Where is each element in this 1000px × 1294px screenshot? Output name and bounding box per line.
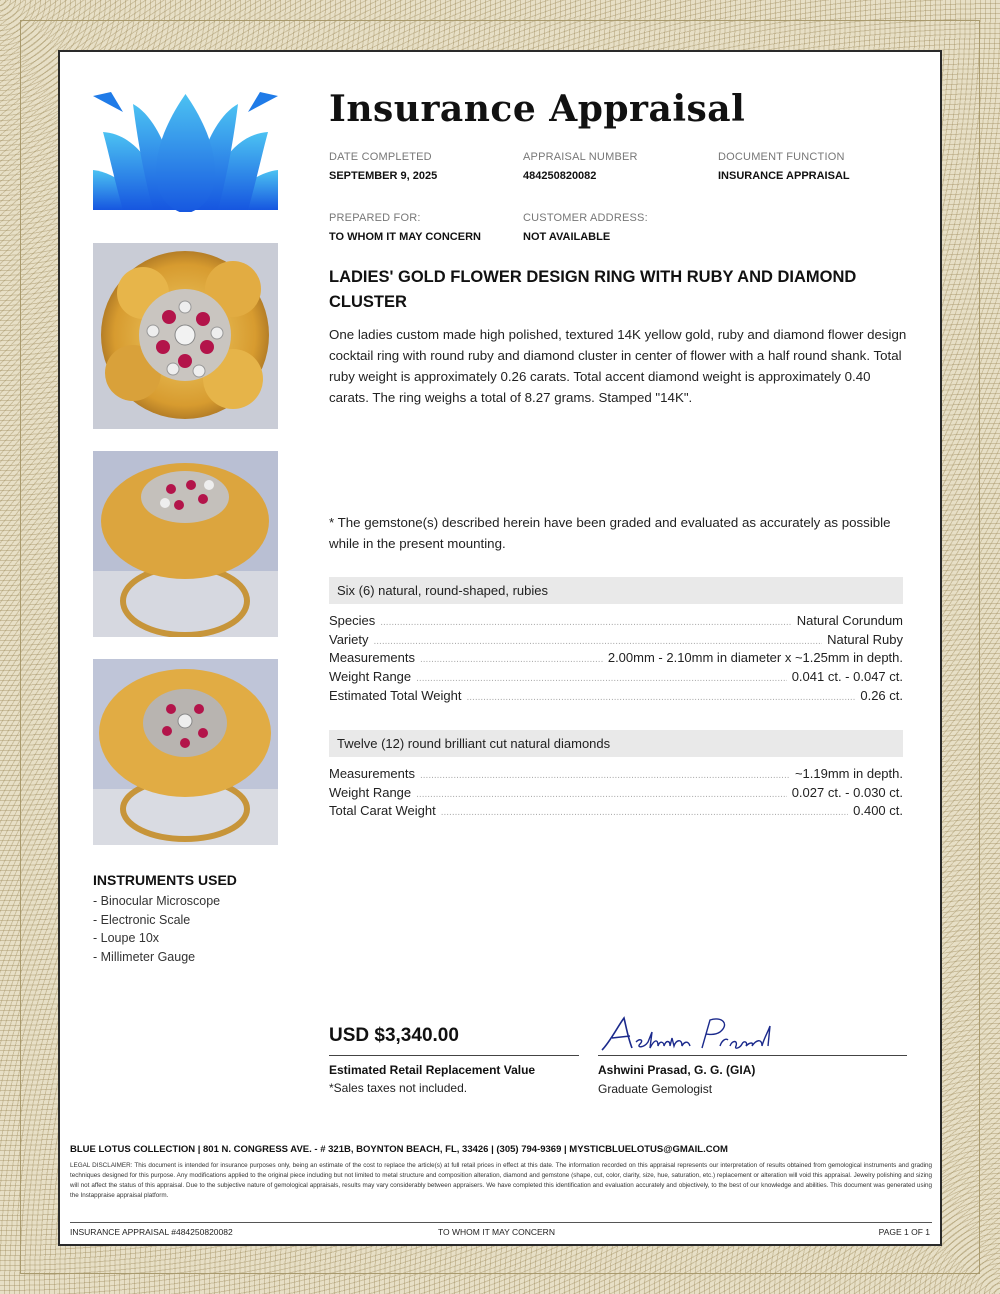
number-value: 484250820082: [523, 170, 597, 182]
row-value: 0.26 ct.: [860, 687, 903, 703]
table-row: [329, 803, 903, 822]
customer-address: [523, 212, 713, 243]
prepared-label: PREPARED FOR:: [329, 212, 421, 224]
legal-disclaimer: LEGAL DISCLAIMER: This document is intended for insurance purposes only, being an estimate of the cost to replace the article(s) at full retail prices in effect at this date. The information recorded on this appraisal represents our interpretation of results obtained from gemological instruments and grading techniques designed for this purpose. Any modifications applied to the original piece including but not limited to metal structure and composition alteration, diamond and gemstone (shape, cut, color, clarity, size, hue, saturation, etc.) replacement or alteration will void this appraisal. Jewelry polishing and sizing will not affect the status of this appraisal. Due to the subjective nature of gemological appraisals, results may vary considerably between appraisers. We have completed this identification and evaluation accurately and objectively, to the best of our knowledge and abilities. This document was generated using the Instappraise appraisal platform.: [70, 1162, 932, 1199]
row-value: 2.00mm - 2.10mm in diameter x ~1.25mm in depth.: [607, 650, 903, 666]
row-key: Weight Range: [329, 669, 412, 685]
footer-page-number: PAGE 1 OF 1: [878, 1227, 930, 1237]
page-title: Insurance Appraisal: [329, 88, 746, 130]
company-info: BLUE LOTUS COLLECTION | 801 N. CONGRESS AVE. - # 321B, BOYNTON BEACH, FL, 33426 | (305) 794-9369 | MYSTICBLUELOTUS@GMAIL.COM: [70, 1144, 728, 1155]
row-key: Measurements: [329, 650, 415, 666]
row-value: 0.400 ct.: [853, 803, 903, 819]
table-row: [329, 766, 903, 785]
table-row: [329, 785, 903, 804]
item-description: One ladies custom made high polished, textured 14K yellow gold, ruby and diamond flower design cocktail ring with round ruby and diamond cluster in center of flower with a half round shank. Total ruby weight is approximately 0.26 carats. Total accent diamond weight is approximately 0.40 carats. The ring weighs a total of 8.27 grams. Stamped "14K".: [329, 327, 907, 405]
row-value: 0.027 ct. - 0.030 ct.: [791, 784, 903, 800]
date-label: DATE COMPLETED: [329, 151, 432, 163]
instrument-item: - Electronic Scale: [93, 912, 191, 927]
footer-recipient: TO WHOM IT MAY CONCERN: [438, 1227, 555, 1237]
value-label: Estimated Retail Replacement Value: [329, 1063, 536, 1077]
footer-divider: [70, 1222, 932, 1223]
row-value: ~1.19mm in depth.: [794, 766, 903, 781]
prepared-value: TO WHOM IT MAY CONCERN: [329, 231, 481, 243]
instrument-item: - Millimeter Gauge: [93, 949, 196, 964]
appraiser-name: Ashwini Prasad, G. G. (GIA): [598, 1063, 756, 1077]
row-key: Total Carat Weight: [329, 803, 436, 819]
footer-appraisal-id: INSURANCE APPRAISAL #484250820082: [70, 1227, 233, 1237]
tax-note: *Sales taxes not included.: [329, 1081, 468, 1095]
instrument-item: - Loupe 10x: [93, 931, 160, 945]
grading-note: * The gemstone(s) described herein have been graded and evaluated as accurately as possible while in the present mounting.: [329, 515, 891, 551]
row-key: Weight Range: [329, 784, 412, 800]
row-key: Measurements: [329, 766, 415, 781]
ring-photo-side: [93, 451, 278, 637]
lotus-logo-icon: [93, 92, 278, 219]
row-value: Natural Corundum: [796, 613, 903, 628]
appraisal-number: [523, 151, 713, 182]
appraiser-title: Graduate Gemologist: [598, 1082, 713, 1096]
rubies-table: [329, 613, 903, 706]
table-row: [329, 650, 903, 669]
instrument-item: - Binocular Microscope: [93, 894, 221, 908]
row-key: Variety: [329, 631, 369, 647]
table-row: [329, 632, 903, 651]
diamonds-heading: Twelve (12) round brilliant cut natural diamonds: [329, 730, 903, 757]
ring-photo-top: [93, 243, 278, 429]
signature-image: [598, 1012, 798, 1056]
date-completed: [329, 151, 519, 182]
appraised-value: USD $3,340.00: [329, 1025, 459, 1046]
table-row: [329, 613, 903, 632]
function-value: INSURANCE APPRAISAL: [718, 170, 850, 182]
date-value: SEPTEMBER 9, 2025: [329, 170, 438, 182]
instruments-list: [93, 892, 220, 966]
row-value: Natural Ruby: [827, 631, 903, 647]
table-row: [329, 688, 903, 707]
item-title: LADIES' GOLD FLOWER DESIGN RING WITH RUBY AND DIAMOND CLUSTER: [329, 268, 857, 311]
row-key: Species: [329, 613, 376, 628]
instruments-title: INSTRUMENTS USED: [93, 872, 237, 888]
function-label: DOCUMENT FUNCTION: [718, 151, 845, 163]
signature-line: [598, 1055, 907, 1056]
row-value: 0.041 ct. - 0.047 ct.: [791, 669, 903, 685]
number-label: APPRAISAL NUMBER: [523, 151, 638, 163]
value-underline: [329, 1055, 579, 1056]
address-value: NOT AVAILABLE: [523, 231, 611, 243]
prepared-for: [329, 212, 519, 243]
diamonds-table: [329, 766, 903, 822]
rubies-heading: Six (6) natural, round-shaped, rubies: [329, 577, 903, 604]
document-function: [718, 151, 908, 182]
table-row: [329, 669, 903, 688]
row-key: Estimated Total Weight: [329, 687, 462, 703]
ring-photo-angle: [93, 659, 278, 845]
address-label: CUSTOMER ADDRESS:: [523, 212, 648, 224]
